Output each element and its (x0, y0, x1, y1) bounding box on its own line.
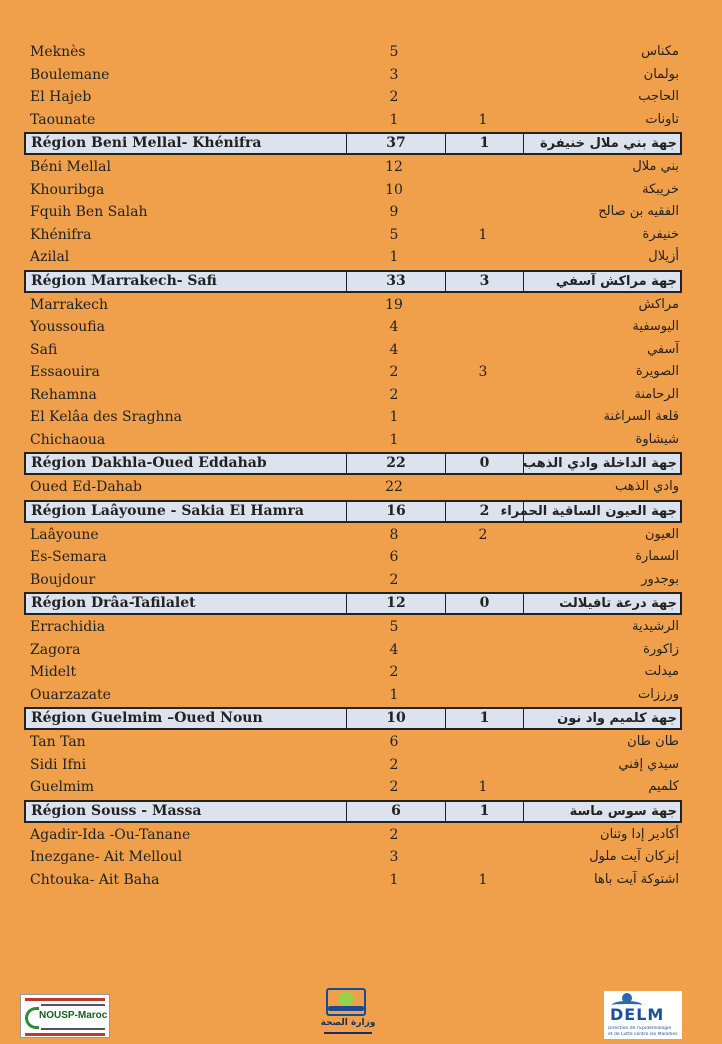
arabic-name-cell: بوجدور (641, 571, 679, 587)
french-name-cell: Zagora (30, 641, 81, 658)
count-cell: 5 (389, 619, 399, 635)
table-row (24, 684, 682, 707)
count-cell: 2 (389, 756, 399, 773)
count-cell: 2 (389, 571, 399, 588)
arabic-name-cell: سيدي إفني (618, 756, 679, 772)
count-cell: 22 (346, 454, 446, 473)
ministry-of-health-logo (320, 986, 376, 1042)
french-name-cell: Oued Ed-Dahab (30, 479, 142, 495)
french-name-cell: Région Beni Mellal- Khénifra (31, 135, 262, 151)
table-row (24, 869, 682, 892)
french-name-cell: Khouribga (30, 181, 105, 198)
french-name-cell: Rehamna (30, 386, 97, 403)
table-row (24, 524, 682, 547)
count-cell: 12 (385, 159, 403, 175)
count-cell: 1 (389, 409, 399, 425)
secondary-count-cell: 0 (446, 454, 524, 473)
arabic-name-cell: اليوسفية (632, 319, 679, 334)
region-row (24, 707, 682, 730)
table-row (24, 546, 682, 569)
arabic-name-cell: الحاجب (638, 89, 679, 104)
secondary-count-cell: 1 (446, 802, 524, 821)
french-name-cell: Midelt (30, 664, 77, 680)
count-cell: 19 (385, 296, 403, 313)
region-row (24, 132, 682, 155)
table-row (24, 109, 682, 132)
table-row (24, 429, 682, 452)
count-cell: 2 (389, 664, 399, 680)
region-row (24, 592, 682, 615)
region-row (24, 800, 682, 823)
count-cell: 6 (346, 802, 446, 821)
count-cell: 16 (346, 502, 446, 521)
french-name-cell: Agadir-Ida -Ou-Tanane (30, 826, 191, 843)
arabic-name-cell: زاكورة (643, 641, 679, 657)
count-cell: 1 (389, 249, 399, 265)
french-name-cell: El Hajeb (30, 89, 92, 105)
arabic-name-cell: جهة بني ملال خنيفرة (539, 136, 677, 151)
french-name-cell: Boulemane (30, 66, 110, 83)
count-cell: 10 (385, 181, 403, 198)
count-cell: 3 (389, 66, 399, 83)
table-row (24, 569, 682, 592)
table-row (24, 846, 682, 869)
count-cell: 2 (389, 364, 399, 380)
french-name-cell: Région Guelmim –Oued Noun (31, 710, 263, 726)
nousp-logo-text: NOUSP-Maroc (39, 1010, 108, 1021)
count-cell: 1 (389, 431, 399, 448)
arabic-name-cell: بولمان (643, 66, 679, 82)
table-row (24, 476, 682, 499)
table-row (24, 824, 682, 847)
table-row (24, 361, 682, 384)
arabic-name-cell: الرحامنة (634, 386, 679, 402)
count-cell: 6 (389, 734, 399, 750)
arabic-name-cell: بني ملال (632, 159, 679, 174)
french-name-cell: Youssoufia (30, 319, 105, 335)
arabic-name-cell: العيون (644, 526, 679, 542)
french-name-cell: Safi (30, 341, 58, 358)
french-name-cell: Azilal (30, 249, 70, 265)
count-cell: 5 (389, 226, 399, 243)
arabic-name-cell: جهة مراكش آسفي (555, 273, 677, 289)
french-name-cell: Taounate (30, 111, 96, 128)
region-row (24, 270, 682, 293)
french-name-cell: Khénifra (30, 226, 92, 243)
secondary-count-cell: 1 (446, 134, 524, 153)
secondary-count-cell: 1 (478, 871, 488, 888)
french-name-cell: Région Drâa-Tafilalet (31, 595, 196, 611)
count-cell: 12 (346, 594, 446, 613)
region-row (24, 500, 682, 523)
french-name-cell: Inezgane- Ait Melloul (30, 849, 183, 865)
table-row (24, 201, 682, 224)
count-cell: 6 (389, 549, 399, 565)
table-row (24, 616, 682, 639)
ministry-logo-text: وزارة الصحة (320, 1018, 376, 1028)
arabic-name-cell: الصويرة (635, 364, 679, 379)
table-row (24, 179, 682, 202)
arabic-name-cell: أكادير إدا وتنان (600, 826, 679, 842)
arabic-name-cell: جهة كلميم واد نون (557, 711, 677, 726)
secondary-count-cell: 1 (478, 226, 488, 243)
french-name-cell: Boujdour (30, 571, 96, 588)
arabic-name-cell: الفقيه بن صالح (598, 204, 679, 219)
arabic-name-cell: طان طان (627, 734, 679, 749)
secondary-count-cell: 0 (446, 594, 524, 613)
table-row (24, 41, 682, 64)
arabic-name-cell: شيشاوة (635, 431, 679, 447)
french-name-cell: Errachidia (30, 619, 106, 635)
count-cell: 4 (389, 319, 399, 335)
arabic-name-cell: إنزكان آيت ملول (589, 849, 679, 864)
count-cell: 1 (389, 111, 399, 128)
arabic-name-cell: خنيفرة (642, 226, 679, 242)
french-name-cell: Béni Mellal (30, 159, 111, 175)
arabic-name-cell: أزيلال (648, 249, 679, 264)
arabic-name-cell: السمارة (635, 549, 679, 564)
table-row (24, 384, 682, 407)
arabic-name-cell: جهة العيون الساقية الحمراء (500, 503, 677, 519)
arabic-name-cell: تاونات (645, 111, 679, 127)
arabic-name-cell: جهة الداخلة وادي الذهب (522, 456, 677, 471)
french-name-cell: Ouarzazate (30, 686, 111, 703)
table-row (24, 294, 682, 317)
table-row (24, 64, 682, 87)
table-row (24, 224, 682, 247)
table-row (24, 639, 682, 662)
arabic-name-cell: كلميم (648, 779, 679, 794)
count-cell: 1 (389, 871, 399, 888)
nousp-maroc-logo (20, 994, 110, 1038)
french-name-cell: Essaouira (30, 364, 100, 380)
count-cell: 3 (389, 849, 399, 865)
count-cell: 33 (346, 272, 446, 291)
count-cell: 10 (346, 709, 446, 728)
count-cell: 9 (389, 204, 399, 220)
french-name-cell: Région Laâyoune - Sakia El Hamra (31, 502, 304, 519)
french-name-cell: Chichaoua (30, 431, 106, 448)
statistics-table (24, 41, 682, 891)
secondary-count-cell: 2 (446, 502, 524, 521)
french-name-cell: Guelmim (30, 779, 94, 795)
count-cell: 1 (389, 686, 399, 703)
table-row (24, 661, 682, 684)
table-row (24, 776, 682, 799)
count-cell: 5 (389, 44, 399, 60)
arabic-name-cell: ميدلت (644, 664, 679, 679)
secondary-count-cell: 2 (478, 526, 488, 543)
count-cell: 4 (389, 641, 399, 658)
arabic-name-cell: جهة درعة تافيلالت (559, 596, 677, 611)
table-row (24, 156, 682, 179)
count-cell: 2 (389, 386, 399, 403)
table-row (24, 246, 682, 269)
arabic-name-cell: خريبكة (642, 181, 679, 197)
table-row (24, 731, 682, 754)
arabic-name-cell: اشتوكة آيت باها (594, 871, 679, 887)
french-name-cell: Es-Semara (30, 549, 107, 565)
french-name-cell: Fquih Ben Salah (30, 204, 148, 220)
arabic-name-cell: الرشيدية (632, 619, 679, 634)
french-name-cell: Région Marrakech- Safi (31, 272, 217, 289)
arabic-name-cell: وادي الذهب (614, 479, 679, 494)
table-row (24, 339, 682, 362)
french-name-cell: Meknès (30, 44, 86, 60)
delm-logo-line1: Direction de l'Epidémiologie (608, 1026, 672, 1031)
french-name-cell: Laâyoune (30, 526, 99, 543)
arabic-name-cell: جهة سوس ماسة (569, 803, 677, 819)
arabic-name-cell: مراكش (638, 296, 679, 312)
french-name-cell: Région Souss - Massa (31, 802, 202, 819)
table-row (24, 406, 682, 429)
count-cell: 4 (389, 341, 399, 358)
count-cell: 22 (385, 479, 403, 495)
french-name-cell: Région Dakhla-Oued Eddahab (31, 455, 267, 471)
delm-logo-text: DELM (610, 1005, 665, 1024)
secondary-count-cell: 1 (478, 111, 488, 128)
region-row (24, 452, 682, 475)
count-cell: 8 (389, 526, 399, 543)
secondary-count-cell: 3 (478, 364, 488, 380)
secondary-count-cell: 1 (446, 709, 524, 728)
arabic-name-cell: ورززات (638, 686, 679, 702)
table-row (24, 86, 682, 109)
count-cell: 2 (389, 826, 399, 843)
secondary-count-cell: 3 (446, 272, 524, 291)
delm-logo-line2: et de Lutte contre les Maladies (608, 1032, 678, 1037)
french-name-cell: Chtouka- Ait Baha (30, 871, 160, 888)
french-name-cell: Marrakech (30, 296, 109, 313)
table-row (24, 316, 682, 339)
arabic-name-cell: آسفي (647, 341, 679, 357)
delm-logo (604, 991, 682, 1039)
arabic-name-cell: قلعة السراغنة (603, 409, 679, 424)
table-row (24, 754, 682, 777)
french-name-cell: El Kelâa des Sraghna (30, 409, 182, 425)
secondary-count-cell: 1 (478, 779, 488, 795)
count-cell: 2 (389, 89, 399, 105)
arabic-name-cell: مكناس (641, 44, 679, 59)
french-name-cell: Sidi Ifni (30, 756, 87, 773)
count-cell: 37 (346, 134, 446, 153)
french-name-cell: Tan Tan (30, 734, 86, 750)
count-cell: 2 (389, 779, 399, 795)
